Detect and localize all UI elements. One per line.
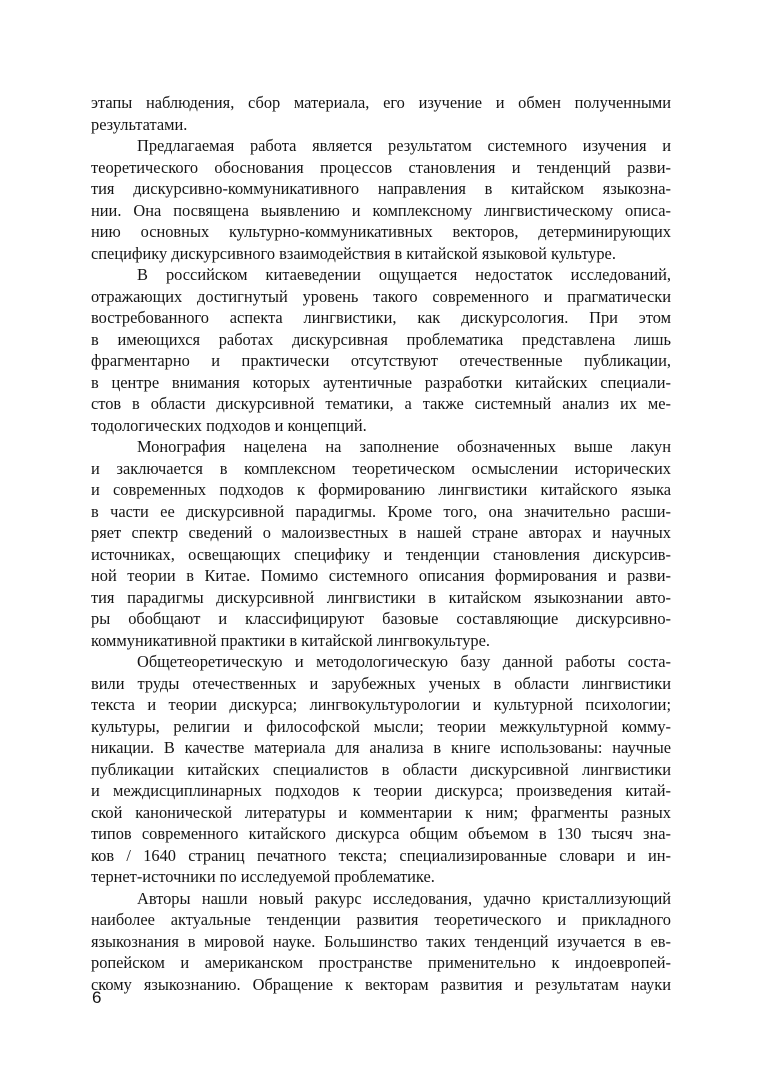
text-line: тия дискурсивно-коммуникативного направления в китайском языкозна- (91, 179, 671, 198)
paragraph (91, 888, 671, 996)
text-line: ков / 1640 страниц печатного текста; специализированные словари и ин- (91, 845, 671, 865)
text-line: ряет спектр сведений о малоизвестных в нашей стране авторах и научных (91, 523, 671, 542)
text-line: языкознания в мировой науке. Большинство таких тенденций изучается в ев- (91, 931, 671, 951)
text-line: тия парадигмы дискурсивной лингвистики в китайском языкознании авто- (91, 587, 671, 607)
text-line: и междисциплинарных подходов к теории дискурса; произведения китай- (91, 781, 671, 800)
text-line: ной теории в Китае. Помимо системного описания формирования и разви- (91, 566, 671, 585)
text-line: типов современного китайского дискурса общим объемом в 130 тысяч зна- (91, 824, 671, 843)
text-line: теоретического обоснования процессов становления и тенденций разви- (91, 157, 671, 177)
text-line: культуры, религии и философской мысли; теории межкультурной комму- (91, 716, 671, 736)
text-line: ропейском и американском пространстве применительно к индоевропей- (91, 953, 671, 972)
text-line: скому языкознанию. Обращение к векторам развития и результатам науки (91, 974, 671, 994)
text-line: стов в области дискурсивной тематики, а также системный анализ их ме- (91, 394, 671, 413)
text-line: коммуникативной практики в китайской лингвокультуре. (91, 630, 490, 650)
text-line: источниках, освещающих специфику и тенденции становления дискурсив- (91, 544, 671, 564)
text-line: фрагментарно и практически отсутствуют отечественные публикации, (91, 351, 671, 370)
text-line: никации. В качестве материала для анализа в книге использованы: научные (91, 738, 671, 757)
paragraph (91, 135, 671, 264)
text-line: вили труды отечественных и зарубежных ученых в области лингвистики (91, 673, 671, 693)
text-line: Авторы нашли новый ракурс исследования, удачно кристаллизующий (137, 888, 671, 908)
text-line: востребованного аспекта лингвистики, как дискурсология. При этом (91, 308, 671, 327)
text-line: специфику дискурсивного взаимодействия в китайской языковой культуре. (91, 243, 616, 263)
text-line: и современных подходов к формированию лингвистики китайского языка (91, 480, 671, 499)
text-line: в имеющихся работах дискурсивная проблематика представлена лишь (91, 329, 671, 349)
text-line: Предлагаемая работа является результатом системного изучения и (137, 136, 671, 155)
text-line: нию основных культурно-коммуникативных векторов, детерминирующих (91, 222, 671, 241)
text-line: результатами. (91, 114, 188, 134)
page-number: 6 (92, 988, 102, 1007)
text-line: текста и теории дискурса; лингвокультурологии и культурной психологии; (91, 695, 671, 714)
paragraph (91, 92, 671, 135)
text-line: нии. Она посвящена выявлению и комплексному лингвистическому описа- (91, 200, 671, 220)
paragraph (91, 264, 671, 436)
text-line: наиболее актуальные тенденции развития теоретического и прикладного (91, 910, 671, 929)
text-line: отражающих достигнутый уровень такого современного и прагматически (91, 286, 671, 306)
text-line: в части ее дискурсивной парадигмы. Кроме того, она значительно расши- (91, 501, 671, 521)
text-line: в центре внимания которых аутентичные разработки китайских специали- (91, 372, 671, 392)
paragraph (91, 436, 671, 651)
text-line: публикации китайских специалистов в области дискурсивной лингвистики (91, 759, 671, 779)
paragraph (91, 651, 671, 888)
text-line: тодологических подходов и концепций. (91, 415, 367, 435)
text-line: Общетеоретическую и методологическую базу данной работы соста- (137, 652, 671, 671)
text-line: этапы наблюдения, сбор материала, его изучение и обмен полученными (91, 93, 671, 112)
text-line: ры обобщают и классифицируют базовые составляющие дискурсивно- (91, 609, 671, 628)
text-line: ской канонической литературы и комментарии к ним; фрагменты разных (91, 802, 671, 822)
text-line: тернет-источники по исследуемой проблематике. (91, 867, 435, 886)
body-text (91, 92, 671, 995)
text-line: Монография нацелена на заполнение обозначенных выше лакун (137, 437, 671, 456)
text-line: В российском китаеведении ощущается недостаток исследований, (137, 265, 671, 284)
text-line: и заключается в комплексном теоретическом осмыслении исторических (91, 458, 671, 478)
